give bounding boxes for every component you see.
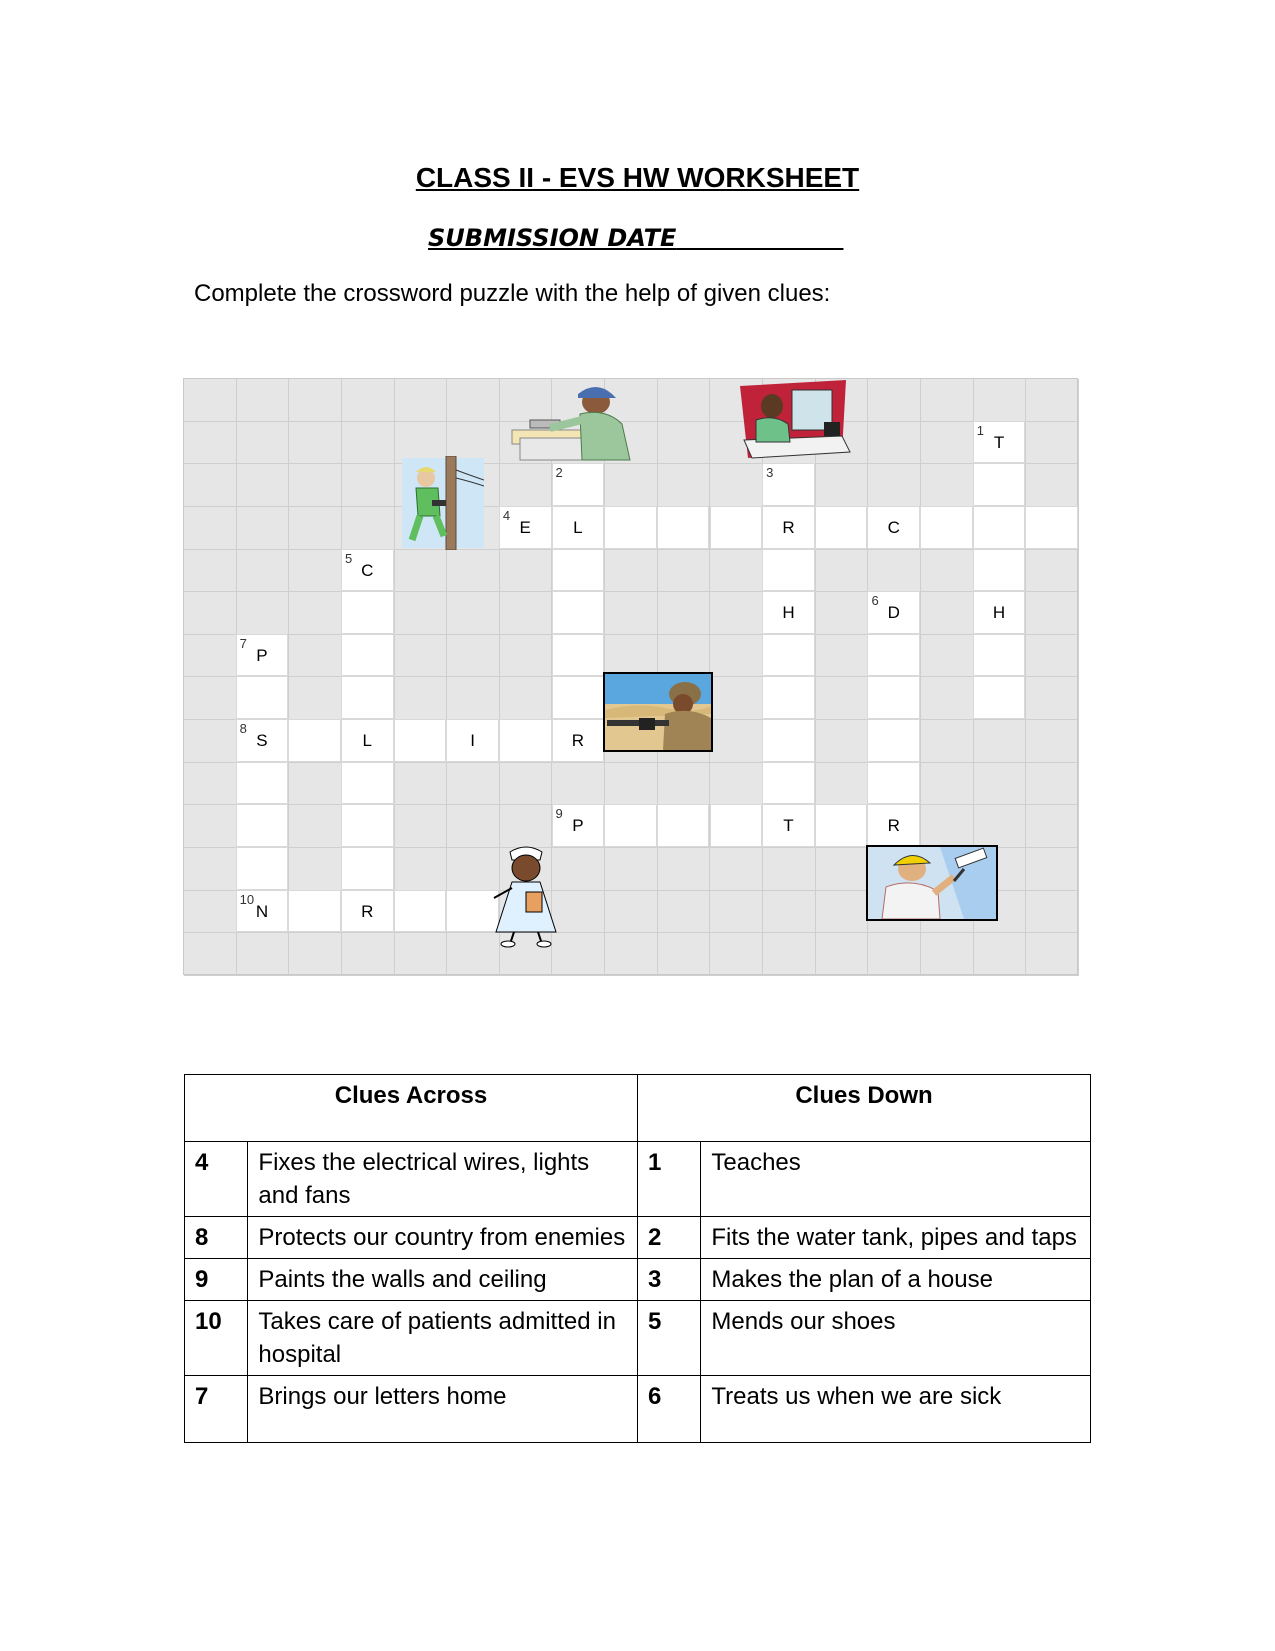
grid-square bbox=[1026, 422, 1079, 465]
crossword-cell[interactable] bbox=[341, 762, 394, 805]
crossword-cell[interactable] bbox=[236, 676, 289, 719]
grid-square bbox=[500, 550, 553, 593]
grid-square bbox=[868, 422, 921, 465]
grid-square bbox=[395, 379, 448, 422]
clues-down-header: Clues Down bbox=[637, 1075, 1090, 1142]
grid-square bbox=[447, 379, 500, 422]
table-row bbox=[185, 1259, 1091, 1301]
grid-square bbox=[868, 550, 921, 593]
crossword-cell[interactable] bbox=[236, 762, 289, 805]
crossword-cell[interactable] bbox=[341, 634, 394, 677]
grid-square bbox=[289, 379, 342, 422]
given-letter: R bbox=[782, 517, 795, 537]
grid-square bbox=[710, 464, 763, 507]
given-letter: L bbox=[573, 517, 583, 537]
table-row bbox=[185, 1376, 1091, 1443]
given-letter: I bbox=[470, 731, 475, 751]
crossword-cell[interactable] bbox=[762, 591, 815, 634]
grid-square bbox=[1026, 891, 1079, 934]
grid-square bbox=[500, 763, 553, 806]
grid-square bbox=[289, 763, 342, 806]
grid-square bbox=[289, 592, 342, 635]
clue-number: 2 bbox=[555, 465, 563, 481]
grid-square bbox=[816, 592, 869, 635]
crossword-cell[interactable] bbox=[710, 506, 763, 549]
down-number: 6 bbox=[637, 1376, 700, 1443]
crossword-cell[interactable] bbox=[236, 634, 289, 677]
grid-square bbox=[605, 550, 658, 593]
submission-date-blank[interactable] bbox=[676, 224, 843, 252]
grid-square bbox=[237, 422, 290, 465]
grid-square bbox=[605, 891, 658, 934]
grid-square bbox=[658, 550, 711, 593]
crossword-cell[interactable] bbox=[973, 591, 1026, 634]
nurse-picture bbox=[490, 842, 562, 948]
grid-square bbox=[605, 933, 658, 976]
grid-square bbox=[974, 379, 1027, 422]
crossword-cell[interactable] bbox=[552, 549, 605, 592]
down-clue: Fits the water tank, pipes and taps bbox=[701, 1217, 1091, 1259]
crossword-cell[interactable] bbox=[552, 506, 605, 549]
crossword-cell[interactable] bbox=[867, 762, 920, 805]
grid-square bbox=[184, 422, 237, 465]
crossword-cell[interactable] bbox=[762, 676, 815, 719]
crossword-cell[interactable] bbox=[973, 676, 1026, 719]
grid-square bbox=[500, 464, 553, 507]
grid-square bbox=[816, 677, 869, 720]
grid-square bbox=[658, 635, 711, 678]
down-number: 1 bbox=[637, 1142, 700, 1217]
across-number: 9 bbox=[185, 1259, 248, 1301]
grid-square bbox=[710, 550, 763, 593]
plumber-icon bbox=[510, 380, 638, 462]
given-letter: H bbox=[782, 603, 795, 623]
crossword-cell[interactable] bbox=[236, 890, 289, 933]
grid-square bbox=[921, 379, 974, 422]
submission-date bbox=[428, 224, 843, 252]
grid-square bbox=[1026, 677, 1079, 720]
crossword-cell[interactable] bbox=[604, 506, 657, 549]
given-letter: C bbox=[887, 517, 900, 537]
crossword-cell[interactable] bbox=[762, 634, 815, 677]
given-letter: N bbox=[255, 901, 269, 921]
grid-square bbox=[658, 422, 711, 465]
given-letter: C bbox=[361, 560, 374, 580]
grid-square bbox=[763, 933, 816, 976]
crossword-cell[interactable] bbox=[341, 676, 394, 719]
grid-square bbox=[658, 933, 711, 976]
crossword-cell[interactable] bbox=[341, 890, 394, 933]
grid-square bbox=[816, 550, 869, 593]
grid-square bbox=[1026, 592, 1079, 635]
crossword-cell[interactable] bbox=[762, 463, 815, 506]
across-clue: Brings our letters home bbox=[248, 1376, 638, 1443]
instruction-text: Complete the crossword puzzle with the help of given clues: bbox=[194, 280, 831, 307]
clue-number: 7 bbox=[239, 635, 247, 651]
grid-square bbox=[605, 635, 658, 678]
grid-square bbox=[184, 933, 237, 976]
grid-square bbox=[395, 550, 448, 593]
grid-square bbox=[184, 464, 237, 507]
grid-square bbox=[921, 550, 974, 593]
clue-number: 8 bbox=[239, 721, 247, 737]
grid-square bbox=[447, 550, 500, 593]
grid-square bbox=[289, 848, 342, 891]
grid-square bbox=[1026, 550, 1079, 593]
down-number: 5 bbox=[637, 1301, 700, 1376]
grid-square bbox=[1026, 379, 1079, 422]
down-clue: Makes the plan of a house bbox=[701, 1259, 1091, 1301]
crossword-cell[interactable] bbox=[973, 634, 1026, 677]
grid-square bbox=[710, 720, 763, 763]
crossword-cell[interactable] bbox=[552, 804, 605, 847]
title-text: CLASS II - EVS HW WORKSHEET bbox=[415, 162, 860, 193]
given-letter: R bbox=[887, 816, 900, 836]
grid-square bbox=[500, 635, 553, 678]
grid-square bbox=[395, 592, 448, 635]
grid-square bbox=[710, 592, 763, 635]
crossword-cell[interactable] bbox=[341, 591, 394, 634]
crossword-cell[interactable] bbox=[236, 719, 289, 762]
grid-square bbox=[395, 763, 448, 806]
table-row bbox=[185, 1217, 1091, 1259]
grid-square bbox=[921, 763, 974, 806]
grid-square bbox=[500, 592, 553, 635]
crossword-cell[interactable] bbox=[710, 804, 763, 847]
grid-square bbox=[868, 933, 921, 976]
grid-square bbox=[605, 464, 658, 507]
across-clue: Paints the walls and ceiling bbox=[248, 1259, 638, 1301]
grid-square bbox=[395, 848, 448, 891]
submission-label: SUBMISSION DATE bbox=[428, 224, 677, 252]
grid-square bbox=[447, 635, 500, 678]
given-letter: H bbox=[992, 603, 1006, 623]
grid-square bbox=[816, 763, 869, 806]
grid-square bbox=[1026, 848, 1079, 891]
crossword-cell[interactable] bbox=[973, 421, 1026, 464]
grid-square bbox=[237, 550, 290, 593]
across-number: 8 bbox=[185, 1217, 248, 1259]
grid-square bbox=[921, 720, 974, 763]
crossword-cell[interactable] bbox=[867, 804, 920, 847]
grid-square bbox=[1026, 805, 1079, 848]
painter-icon bbox=[868, 847, 996, 919]
crossword-cell[interactable] bbox=[815, 804, 868, 847]
grid-square bbox=[658, 379, 711, 422]
given-letter: R bbox=[361, 901, 374, 921]
crossword-cell[interactable] bbox=[867, 676, 920, 719]
nurse-icon bbox=[490, 842, 562, 948]
crossword-cell[interactable] bbox=[973, 463, 1026, 506]
grid-square bbox=[237, 464, 290, 507]
grid-square bbox=[289, 550, 342, 593]
soldier-picture bbox=[603, 672, 713, 752]
grid-square bbox=[447, 592, 500, 635]
given-letter: L bbox=[362, 731, 372, 751]
grid-square bbox=[816, 464, 869, 507]
grid-square bbox=[184, 805, 237, 848]
grid-square bbox=[395, 805, 448, 848]
given-letter: P bbox=[256, 645, 268, 665]
grid-square bbox=[184, 507, 237, 550]
given-letter: S bbox=[256, 731, 268, 751]
grid-square bbox=[868, 464, 921, 507]
clues-across-header: Clues Across bbox=[185, 1075, 638, 1142]
grid-square bbox=[1026, 635, 1079, 678]
grid-square bbox=[658, 763, 711, 806]
crossword-cell[interactable] bbox=[762, 506, 815, 549]
grid-square bbox=[342, 422, 395, 465]
grid-square bbox=[395, 933, 448, 976]
grid-square bbox=[974, 805, 1027, 848]
electrician-picture bbox=[402, 456, 484, 550]
grid-square bbox=[184, 763, 237, 806]
grid-square bbox=[184, 891, 237, 934]
across-clue: Takes care of patients admitted in hospital bbox=[248, 1301, 638, 1376]
given-letter: T bbox=[783, 816, 794, 836]
grid-square bbox=[763, 848, 816, 891]
grid-square bbox=[605, 592, 658, 635]
crossword-cell[interactable] bbox=[973, 506, 1026, 549]
grid-square bbox=[184, 635, 237, 678]
clue-number: 4 bbox=[502, 507, 511, 523]
grid-square bbox=[289, 805, 342, 848]
clues-table bbox=[184, 1074, 1091, 1443]
grid-square bbox=[342, 507, 395, 550]
architect-picture bbox=[738, 378, 852, 460]
grid-square bbox=[921, 677, 974, 720]
grid-square bbox=[658, 464, 711, 507]
painter-picture bbox=[866, 845, 998, 921]
crossword-cell[interactable] bbox=[973, 549, 1026, 592]
crossword-cell[interactable] bbox=[499, 719, 552, 762]
clue-number: 9 bbox=[555, 806, 563, 822]
grid-square bbox=[974, 763, 1027, 806]
given-letter: D bbox=[887, 603, 900, 623]
crossword-cell[interactable] bbox=[552, 463, 605, 506]
grid-square bbox=[184, 592, 237, 635]
grid-square bbox=[974, 720, 1027, 763]
across-clue: Fixes the electrical wires, lights and fans bbox=[248, 1142, 638, 1217]
crossword-cell[interactable] bbox=[604, 804, 657, 847]
crossword-cell[interactable] bbox=[341, 719, 394, 762]
grid-square bbox=[921, 464, 974, 507]
crossword-cell[interactable] bbox=[762, 719, 815, 762]
grid-square bbox=[289, 933, 342, 976]
grid-square bbox=[395, 677, 448, 720]
crossword-cell[interactable] bbox=[552, 676, 605, 719]
grid-square bbox=[289, 464, 342, 507]
grid-square bbox=[1026, 763, 1079, 806]
across-number: 10 bbox=[185, 1301, 248, 1376]
grid-square bbox=[395, 635, 448, 678]
grid-square bbox=[921, 635, 974, 678]
clue-number: 6 bbox=[871, 593, 879, 609]
grid-square bbox=[447, 763, 500, 806]
crossword-cell[interactable] bbox=[341, 804, 394, 847]
table-row bbox=[185, 1142, 1091, 1217]
crossword-cell[interactable] bbox=[288, 890, 341, 933]
worksheet-title bbox=[0, 162, 1275, 194]
grid-square bbox=[710, 763, 763, 806]
grid-square bbox=[658, 891, 711, 934]
crossword-cell[interactable] bbox=[552, 634, 605, 677]
grid-square bbox=[289, 422, 342, 465]
grid-square bbox=[921, 933, 974, 976]
clue-number: 5 bbox=[344, 550, 353, 566]
crossword-cell[interactable] bbox=[552, 591, 605, 634]
grid-square bbox=[710, 933, 763, 976]
crossword-cell[interactable] bbox=[236, 804, 289, 847]
grid-square bbox=[658, 848, 711, 891]
crossword-cell[interactable] bbox=[657, 804, 710, 847]
across-number: 4 bbox=[185, 1142, 248, 1217]
grid-square bbox=[1026, 933, 1079, 976]
given-letter: R bbox=[571, 731, 584, 751]
down-number: 2 bbox=[637, 1217, 700, 1259]
clue-number: 10 bbox=[239, 891, 255, 907]
grid-square bbox=[237, 592, 290, 635]
grid-square bbox=[552, 763, 605, 806]
crossword-cell[interactable] bbox=[499, 506, 552, 549]
down-clue: Mends our shoes bbox=[701, 1301, 1091, 1376]
electrician-icon bbox=[402, 456, 484, 550]
grid-square bbox=[1026, 464, 1079, 507]
crossword-cell[interactable] bbox=[394, 719, 447, 762]
grid-square bbox=[342, 933, 395, 976]
grid-square bbox=[710, 677, 763, 720]
grid-square bbox=[710, 848, 763, 891]
crossword-cell[interactable] bbox=[920, 506, 973, 549]
crossword-cell[interactable] bbox=[552, 719, 605, 762]
grid-square bbox=[710, 891, 763, 934]
crossword-cell[interactable] bbox=[1025, 506, 1078, 549]
across-number: 7 bbox=[185, 1376, 248, 1443]
grid-square bbox=[342, 379, 395, 422]
crossword-cell[interactable] bbox=[867, 634, 920, 677]
grid-square bbox=[289, 635, 342, 678]
grid-square bbox=[184, 379, 237, 422]
grid-square bbox=[184, 677, 237, 720]
grid-square bbox=[237, 507, 290, 550]
grid-square bbox=[605, 848, 658, 891]
crossword-cell[interactable] bbox=[394, 890, 447, 933]
grid-square bbox=[816, 720, 869, 763]
crossword-cell[interactable] bbox=[867, 591, 920, 634]
crossword-cell[interactable] bbox=[762, 549, 815, 592]
crossword-cell[interactable] bbox=[288, 719, 341, 762]
grid-square bbox=[184, 720, 237, 763]
grid-square bbox=[237, 933, 290, 976]
grid-square bbox=[816, 933, 869, 976]
grid-square bbox=[816, 848, 869, 891]
crossword-cell[interactable] bbox=[762, 804, 815, 847]
down-clue: Teaches bbox=[701, 1142, 1091, 1217]
plumber-picture bbox=[510, 380, 638, 462]
clue-number: 1 bbox=[976, 422, 984, 438]
grid-square bbox=[184, 848, 237, 891]
crossword-cell[interactable] bbox=[341, 549, 394, 592]
down-number: 3 bbox=[637, 1259, 700, 1301]
given-letter: P bbox=[572, 816, 584, 836]
crossword-cell[interactable] bbox=[867, 506, 920, 549]
grid-square bbox=[658, 592, 711, 635]
grid-square bbox=[289, 507, 342, 550]
grid-square bbox=[605, 763, 658, 806]
grid-square bbox=[921, 592, 974, 635]
clue-number: 3 bbox=[766, 465, 774, 481]
crossword-cell[interactable] bbox=[657, 506, 710, 549]
grid-square bbox=[342, 464, 395, 507]
grid-square bbox=[763, 891, 816, 934]
grid-square bbox=[868, 379, 921, 422]
crossword-cell[interactable] bbox=[446, 719, 499, 762]
grid-square bbox=[974, 933, 1027, 976]
across-clue: Protects our country from enemies bbox=[248, 1217, 638, 1259]
grid-square bbox=[816, 891, 869, 934]
grid-square bbox=[921, 422, 974, 465]
table-row bbox=[185, 1301, 1091, 1376]
grid-square bbox=[500, 677, 553, 720]
crossword-cell[interactable] bbox=[867, 719, 920, 762]
crossword-cell[interactable] bbox=[341, 847, 394, 890]
grid-square bbox=[1026, 720, 1079, 763]
crossword-cell[interactable] bbox=[815, 506, 868, 549]
grid-square bbox=[816, 635, 869, 678]
down-clue: Treats us when we are sick bbox=[701, 1376, 1091, 1443]
given-letter: T bbox=[993, 432, 1005, 452]
grid-square bbox=[447, 677, 500, 720]
soldier-icon bbox=[605, 674, 711, 750]
architect-icon bbox=[738, 378, 852, 460]
given-letter: E bbox=[519, 517, 531, 537]
crossword-cell[interactable] bbox=[762, 762, 815, 805]
grid-square bbox=[237, 379, 290, 422]
grid-square bbox=[289, 677, 342, 720]
grid-square bbox=[184, 550, 237, 593]
grid-square bbox=[921, 805, 974, 848]
crossword-cell[interactable] bbox=[236, 847, 289, 890]
grid-square bbox=[710, 635, 763, 678]
